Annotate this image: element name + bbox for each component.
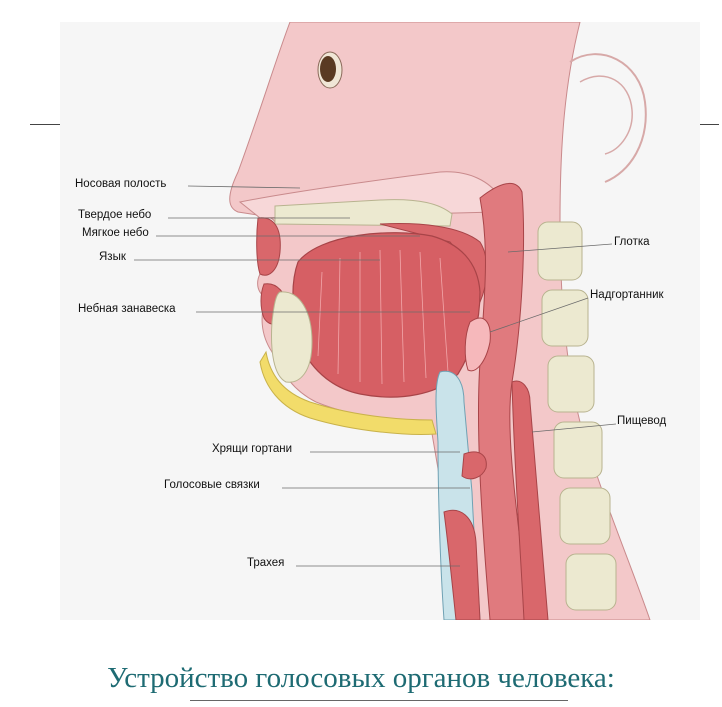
label-arytenoids: Хрящи гортани (212, 443, 293, 455)
label-velum: Небная занавеска (78, 303, 176, 315)
upper-lip (257, 218, 281, 275)
label-hard-palate: Твердое небо (78, 209, 152, 221)
label-nasal-cavity: Носовая полость (75, 178, 167, 190)
label-pharynx: Глотка (614, 236, 650, 248)
caption-underline (190, 700, 568, 701)
vertebra-2 (542, 290, 588, 346)
vertebra-3 (548, 356, 594, 412)
vocal-organs-illustration (60, 22, 700, 620)
vertebra-5 (560, 488, 610, 544)
label-tongue: Язык (99, 251, 126, 263)
label-epiglottis: Надгортанник (590, 289, 664, 301)
pupil (320, 56, 336, 82)
label-esophagus: Пищевод (617, 415, 667, 427)
vertebra-4 (554, 422, 602, 478)
label-soft-palate: Мягкое небо (82, 227, 149, 239)
vertebra-1 (538, 222, 582, 280)
label-vocal-cords: Голосовые связки (164, 479, 260, 491)
label-trachea: Трахея (247, 557, 285, 569)
figure-caption: Устройство голосовых органов человека: (107, 662, 615, 694)
vertebra-6 (566, 554, 616, 610)
left-rule (30, 124, 60, 125)
